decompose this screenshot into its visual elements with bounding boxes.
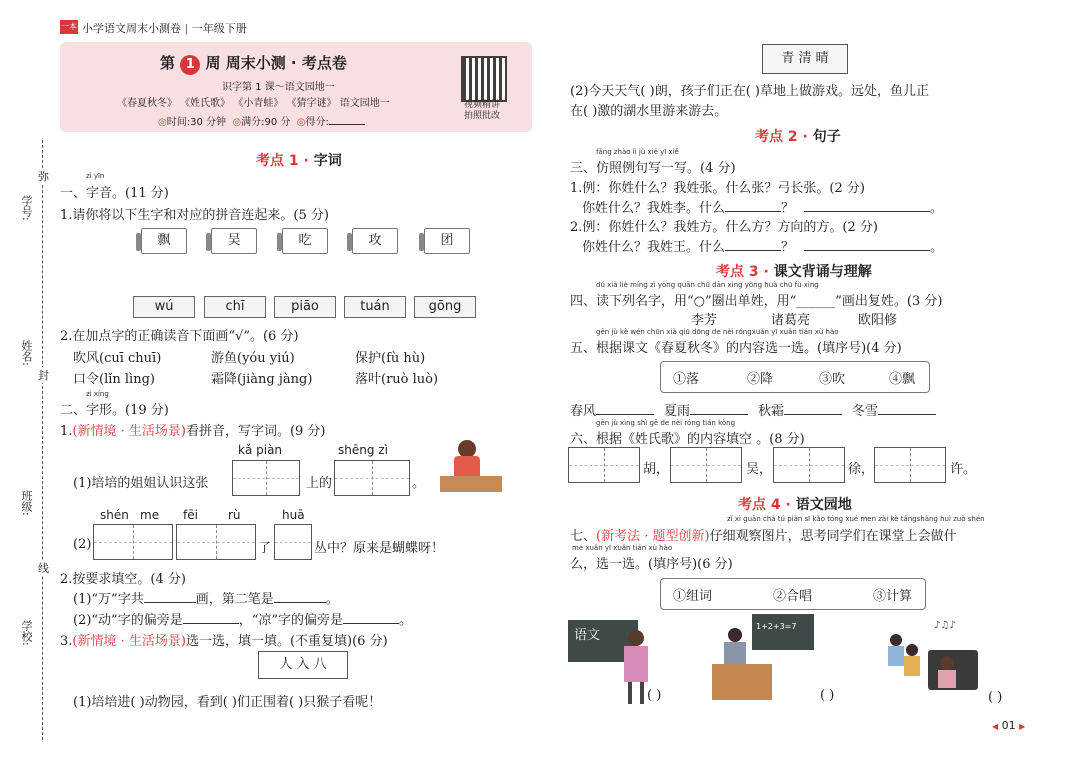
section-1-label: 考点 1 — [256, 153, 299, 169]
clock-icon: ◎ — [158, 117, 167, 128]
full-score-label: 满分:90 分 — [241, 117, 291, 128]
section-1-dot: · — [298, 153, 314, 169]
chinese-class-illustration — [568, 620, 678, 710]
q2-sub2-2 — [73, 609, 412, 628]
q7-option[interactable]: ②合唱 — [773, 589, 813, 604]
q7-num: 七、 — [570, 529, 597, 544]
q7-option[interactable]: ③计算 — [873, 589, 913, 604]
q2-line1-a: (1)培培的姐姐认识这张 — [73, 476, 209, 491]
q7-option[interactable]: ①组词 — [673, 589, 713, 604]
name-item[interactable]: 欧阳修 — [858, 313, 898, 328]
fill-blank[interactable] — [183, 611, 239, 624]
char-card[interactable]: 吃 — [282, 228, 328, 254]
word-choice-box: 人 入 八 — [258, 651, 348, 679]
q3-sub2-answer: 你姓什么？我姓王。什么 ？ 。 — [582, 240, 944, 255]
q2-sub3-num: 3. — [60, 634, 73, 649]
reading-item[interactable]: 游鱼(yóu yiú) — [211, 351, 295, 366]
q2-sub1-tag: (新情境 · 生活场景) — [72, 424, 186, 439]
section-2-title — [755, 126, 841, 146]
word-choice-box: 青 清 晴 — [762, 44, 848, 74]
reading-item[interactable]: 吹风(cuī chuī) — [73, 351, 162, 366]
writing-grid[interactable] — [568, 447, 640, 483]
q5-option[interactable]: ④飘 — [889, 372, 916, 387]
q2-sub3-rest: 选一选，填一填。(不重复填)(6 分) — [185, 634, 388, 649]
q1-pinyin: zì yīn — [86, 172, 105, 180]
section-3-name: 课文背诵与理解 — [773, 264, 872, 280]
q6-word: 许。 — [950, 462, 977, 477]
margin-name: 姓名: — [20, 340, 33, 366]
reading-item[interactable]: 保护(fù hù) — [355, 351, 426, 366]
fill-blank[interactable] — [804, 199, 930, 212]
fill-blank[interactable] — [690, 402, 748, 415]
pinyin-shenme: shén — [100, 508, 129, 522]
header-title — [160, 52, 347, 75]
name-item[interactable]: 李芳 — [691, 313, 718, 328]
q5-fill-row — [570, 400, 936, 419]
q2-line1-b: 上的 — [306, 476, 333, 491]
q7-rest: 仔细观察图片，思考同学们在课堂上会做什 — [709, 529, 957, 544]
binding-line — [42, 140, 43, 740]
q7-tag: (新考法 · 题型创新) — [596, 529, 710, 544]
pinyin-card[interactable]: tuán — [344, 296, 406, 318]
reading-item[interactable]: 霜降(jiàng jàng) — [211, 372, 313, 387]
q6-word: 胡， — [643, 462, 670, 477]
answer-paren[interactable]: ( ) — [820, 688, 835, 703]
section-4-label: 考点 4 — [738, 497, 781, 513]
fill-text: (1)“万”字共 — [73, 592, 144, 607]
top-badge: 一本 — [60, 20, 78, 34]
pinyin-card[interactable]: chī — [204, 296, 266, 318]
char-card[interactable]: 团 — [424, 228, 470, 254]
q2-sub3-line[interactable]: (1)培培进( )动物园，看到( )们正围着( )只猴子看呢！ — [73, 695, 382, 710]
section-4-dot: · — [780, 497, 796, 513]
q2-sub1-num: 1. — [60, 424, 73, 439]
header-meta — [158, 112, 365, 128]
q5-option[interactable]: ①落 — [673, 372, 700, 387]
q6-pinyin: gēn jù xìng shì gē de nèi róng tián kòng — [596, 419, 736, 427]
q2-sub1-rest: 看拼音，写字词。(9 分) — [185, 424, 326, 439]
fill-text: 。 — [399, 613, 413, 628]
pinyin-feiru: rù — [228, 508, 241, 522]
q5-options-box — [660, 361, 930, 393]
name-item[interactable]: 诸葛亮 — [771, 313, 811, 328]
r2-line1[interactable]: (2)今天天气( )朗，孩子们正在( )草地上做游戏。远处，鱼儿正 — [570, 84, 929, 99]
girl-reading-illustration — [440, 440, 502, 500]
writing-grid[interactable] — [232, 460, 300, 496]
fill-blank[interactable] — [804, 238, 930, 251]
fill-text: ？ — [781, 240, 795, 255]
writing-grid[interactable] — [176, 524, 256, 560]
q7-pinyin: zǐ xì guān chá tú piàn sī kǎo tóng xué men zài kè tángshàng huì zuò shén — [727, 515, 985, 523]
fill-text: 冬雪 — [852, 404, 879, 419]
week-badge: 1 — [180, 55, 200, 75]
writing-grid[interactable] — [773, 447, 845, 483]
pinyin-card[interactable]: piāo — [274, 296, 336, 318]
prev-page-icon[interactable]: ◀ — [992, 722, 999, 731]
q5-option[interactable]: ②降 — [747, 372, 774, 387]
q2-line2-c: 丛中？原来是蝴蝶呀！ — [314, 541, 445, 556]
q7-title — [570, 525, 957, 544]
q3-pinyin: fǎng zhào lì jù xiě yī xiě — [596, 148, 679, 156]
star-icon: ◎ — [232, 117, 242, 128]
fill-blank[interactable] — [878, 402, 936, 415]
writing-grid[interactable] — [334, 460, 410, 496]
q2-sub3 — [60, 630, 388, 649]
section-2-name: 句子 — [812, 129, 841, 145]
fill-text: (2)“动”字的偏旁是 — [73, 613, 183, 628]
next-page-icon[interactable]: ▶ — [1019, 722, 1026, 731]
q1-sub2: 2.在加点字的正确读音下面画“√”。(6 分) — [60, 329, 299, 344]
q1-title: 一、字音。(11 分) — [60, 186, 169, 201]
fill-blank[interactable] — [784, 402, 842, 415]
q5-pinyin: gēn jù kè wén chūn xià qiū dōng de nèi róngxuǎn yī xuǎn tián xù hào — [596, 328, 839, 336]
section-1-title — [256, 150, 342, 170]
q3-sub2: 2.例：你姓什么？我姓方。什么方？方向的方。(2 分) — [570, 220, 878, 235]
r2-line2[interactable]: 在( )激的湖水里游来游去。 — [570, 104, 728, 119]
header-scope: 识字第 1 课～语文园地一 — [222, 82, 335, 93]
answer-paren[interactable]: ( ) — [988, 690, 1003, 705]
fill-text: ？ — [781, 201, 795, 216]
section-1-name: 字词 — [313, 153, 342, 169]
char-card[interactable]: 攻 — [352, 228, 398, 254]
writing-grid[interactable] — [274, 524, 312, 560]
section-3-dot: · — [758, 264, 774, 280]
q6-word: 徐， — [848, 462, 875, 477]
pinyin-hua: huā — [282, 508, 305, 522]
q5-title: 五、根据课文《春夏秋冬》的内容选一选。(填序号)(4 分) — [570, 341, 902, 356]
pinyin-shenme: me — [140, 508, 160, 522]
music-notes-icon: ♪♫♪ — [934, 620, 956, 631]
qr-caption-1: 视频精讲 — [463, 100, 500, 110]
fill-text: ，“凉”字的偏旁是 — [238, 613, 344, 628]
q5-option[interactable]: ③吹 — [819, 372, 846, 387]
writing-grid[interactable] — [670, 447, 742, 483]
section-3-title — [716, 261, 872, 281]
section-4-title — [738, 494, 852, 514]
q2-pinyin: zì xíng — [86, 390, 109, 398]
section-3-label: 考点 3 — [716, 264, 759, 280]
q2-sub2: 2.按要求填空。(4 分) — [60, 572, 186, 587]
fill-blank[interactable] — [725, 238, 781, 251]
fill-blank[interactable] — [725, 199, 781, 212]
pinyin-card[interactable]: gōng — [414, 296, 476, 318]
q6-word: 吴， — [746, 462, 773, 477]
fill-text: 。 — [325, 592, 339, 607]
margin-class: 班级: — [20, 490, 33, 516]
q2-sub1 — [60, 420, 326, 439]
margin-xian: 线 — [38, 562, 49, 575]
q3-title: 三、仿照例句写一写。(4 分) — [570, 161, 736, 176]
top-title: 小学语文周末小测卷 | 一年级下册 — [82, 22, 247, 35]
series-title: 小学语文周末小测卷 — [82, 22, 181, 35]
pinyin-kapian: kǎ piàn — [238, 443, 283, 457]
section-2-dot: · — [797, 129, 813, 145]
margin-school: 学校: — [20, 620, 33, 646]
q3-sub1: 1.例：你姓什么？我姓张。什么张？弓长张。(2 分) — [570, 181, 865, 196]
qr-caption-2: 拍照批改 — [463, 111, 500, 121]
fill-text: 夏雨 — [664, 404, 691, 419]
page-num: 01 — [1001, 719, 1016, 732]
margin-id: 学号: — [20, 195, 33, 221]
fill-blank[interactable] — [343, 611, 399, 624]
answer-paren[interactable]: ( ) — [647, 688, 662, 703]
writing-grid[interactable] — [874, 447, 946, 483]
blackboard: 语文 — [568, 620, 638, 662]
q2-title: 二、字形。(19 分) — [60, 403, 169, 418]
score-label: 得分: — [305, 117, 329, 128]
q4-pinyin: dú xià liè míng zì yòng quān chū dān xìng yòng huà chū fù xìng — [596, 281, 819, 289]
fill-text: 画，第二笔是 — [195, 592, 274, 607]
pinyin-feiru: fēi — [183, 508, 198, 522]
q2-line2-b: 了 — [258, 541, 272, 556]
q7-line2: 么，选一选。(填序号)(6 分) — [570, 557, 733, 572]
writing-grid[interactable] — [93, 524, 173, 560]
time-label: 时间:30 分钟 — [166, 117, 227, 128]
title-pre: 第 — [160, 54, 176, 72]
pinyin-shengzi: shēng zì — [338, 443, 388, 457]
char-card[interactable]: 飘 — [141, 228, 187, 254]
q1-sub1: 1.请你将以下生字和对应的拼音连起来。(5 分) — [60, 208, 329, 223]
math-blackboard: 1+2+3=7 — [752, 614, 814, 650]
qr-code-icon — [461, 56, 507, 102]
fill-text: 秋霜 — [758, 404, 785, 419]
char-card[interactable]: 吴 — [211, 228, 257, 254]
section-4-name: 语文园地 — [795, 497, 852, 513]
q7-options-box — [660, 578, 926, 610]
q6-title: 六、根据《姓氏歌》的内容填空 。(8 分) — [570, 432, 805, 447]
header-lessons: 《春夏秋冬》 《姓氏歌》 《小青蛙》 《猜字谜》 语文园地一 — [117, 98, 390, 109]
fill-blank[interactable] — [596, 402, 654, 415]
margin-mi: 弥 — [38, 170, 49, 183]
grade-label: 一年级下册 — [191, 22, 247, 35]
math-class-illustration — [712, 614, 822, 704]
page-number — [992, 719, 1025, 732]
title-post: 周 周末小测 · 考点卷 — [205, 54, 347, 72]
qr-caption — [458, 100, 506, 122]
q2-sub3-tag: (新情境 · 生活场景) — [72, 634, 186, 649]
pinyin-card[interactable]: wú — [133, 296, 195, 318]
fill-blank[interactable] — [144, 590, 196, 603]
q7-pinyin-2: me xuǎn yī xuǎn tián xù hào — [572, 544, 673, 552]
q2-sub2-1 — [73, 588, 339, 607]
reading-item[interactable]: 落叶(ruò luò) — [355, 372, 439, 387]
q2-line2-a: (2) — [73, 537, 92, 552]
margin-feng: 封 — [38, 369, 49, 382]
target-icon: ◎ — [296, 117, 306, 128]
q4-title: 四、读下列名字，用“○”圈出单姓，用“______”画出复姓。(3 分) — [570, 294, 943, 309]
fill-text: 你姓什么？我姓李。什么 — [582, 201, 726, 216]
reading-item[interactable]: 口令(lǐn lìng) — [73, 372, 155, 387]
singing-class-illustration — [884, 620, 980, 708]
fill-text: 春风 — [570, 404, 597, 419]
fill-blank[interactable] — [274, 590, 326, 603]
q2-line1-c: 。 — [412, 476, 426, 491]
section-2-label: 考点 2 — [755, 129, 798, 145]
fill-text: 你姓什么？我姓王。什么 — [582, 240, 726, 255]
q3-sub1-answer: 你姓什么？我姓李。什么 ？ 。 — [582, 201, 944, 216]
